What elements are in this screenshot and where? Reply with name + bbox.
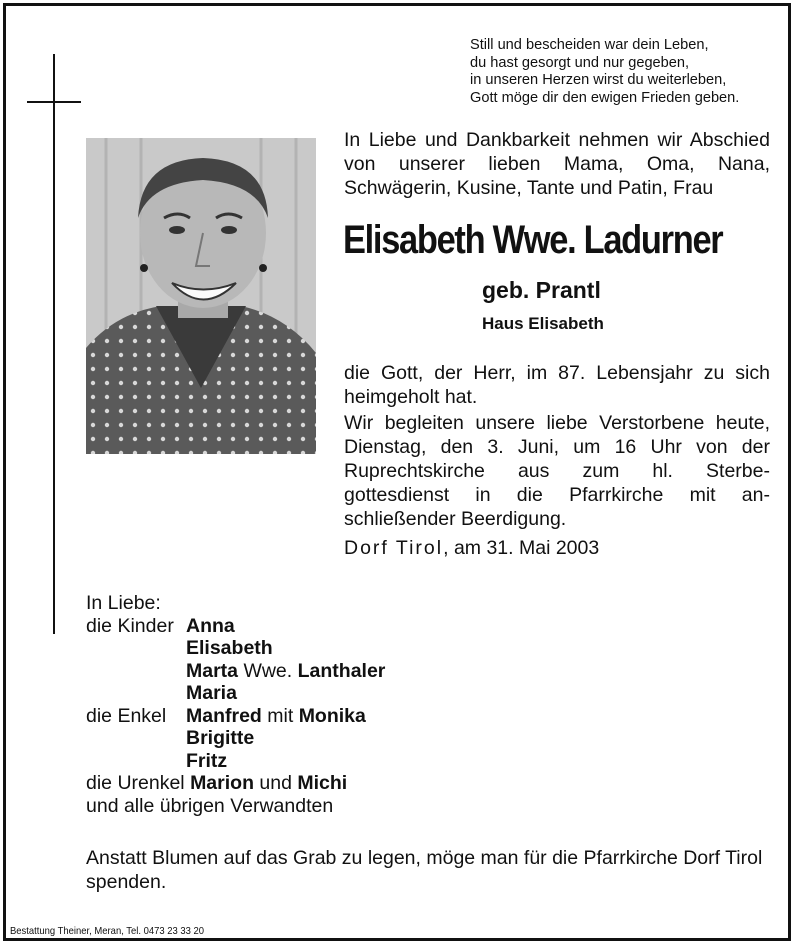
funeral-details (344, 411, 770, 531)
cross-icon-vertical (53, 54, 55, 634)
birth-name: geb. Prantl (482, 277, 601, 303)
child-name: Maria (186, 682, 237, 704)
spouse-name: Lanthaler (297, 659, 386, 682)
child-name: Anna (186, 614, 235, 637)
with-word: mit (261, 704, 299, 727)
poem-line: Gott möge dir den ewigen Frieden geben. (470, 89, 740, 106)
deceased-name: Elisabeth Wwe. Ladurner (343, 218, 723, 262)
child-name: Elisabeth (186, 637, 273, 659)
family-heading: In Liebe: (86, 592, 161, 614)
and-word: und (253, 772, 298, 794)
funeral-line: Ruprechtskirche aus zum hl. Sterbe- (344, 460, 770, 482)
great-grandchildren-label: die Urenkel (86, 772, 185, 794)
grandchild-name: Brigitte (186, 727, 255, 749)
portrait-photo (86, 138, 316, 454)
grandchild-name: Fritz (186, 749, 228, 772)
house-name: Haus Elisabeth (482, 314, 604, 333)
poem-line: in unseren Herzen wirst du weiterleben, (470, 72, 727, 88)
relatives-line: und alle übrigen Verwandten (86, 794, 334, 817)
great-grandchild-name: Marion (190, 772, 254, 794)
intro-text: In Liebe und Dankbarkeit nehmen wir Abschied von unserer lieben Mama, Oma, Nana, Schwägerin, Kusine, Tante und Patin, Frau (344, 129, 770, 199)
place: Dorf Tirol (344, 537, 444, 559)
spouse-name: Monika (298, 704, 366, 727)
undertaker-footer: Bestattung Theiner, Meran, Tel. 0473 23 33 20 (10, 925, 205, 937)
child-name: Marta (186, 659, 239, 682)
death-statement: die Gott, der Herr, im 87. Lebensjahr zu sich heimgeholt hat. (344, 362, 770, 408)
cross-icon-horizontal (27, 101, 81, 103)
date: , am 31. Mai 2003 (443, 537, 600, 559)
children-label: die Kinder (86, 614, 174, 637)
funeral-line: gottesdienst in die Pfarrkirche mit an- (344, 484, 770, 506)
place-date (344, 537, 599, 560)
poem-line: Still und bescheiden war dein Leben, (470, 37, 709, 53)
funeral-line: Wir begleiten unsere liebe Verstorbene heute, (344, 412, 770, 434)
great-grandchild-name: Michi (297, 772, 348, 794)
poem (470, 37, 780, 107)
grandchild-name: Manfred (186, 704, 262, 727)
poem-line: du hast gesorgt und nur gegeben, (470, 54, 690, 71)
closing-request: Anstatt Blumen auf das Grab zu legen, möge man für die Pfarrkirche Dorf Tirol spenden. (86, 847, 763, 893)
funeral-line: schließender Beerdigung. (344, 508, 567, 530)
widow-note: Wwe. (238, 659, 298, 682)
funeral-line: Dienstag, den 3. Juni, um 16 Uhr von der (344, 436, 770, 458)
grandchildren-label: die Enkel (86, 704, 167, 727)
